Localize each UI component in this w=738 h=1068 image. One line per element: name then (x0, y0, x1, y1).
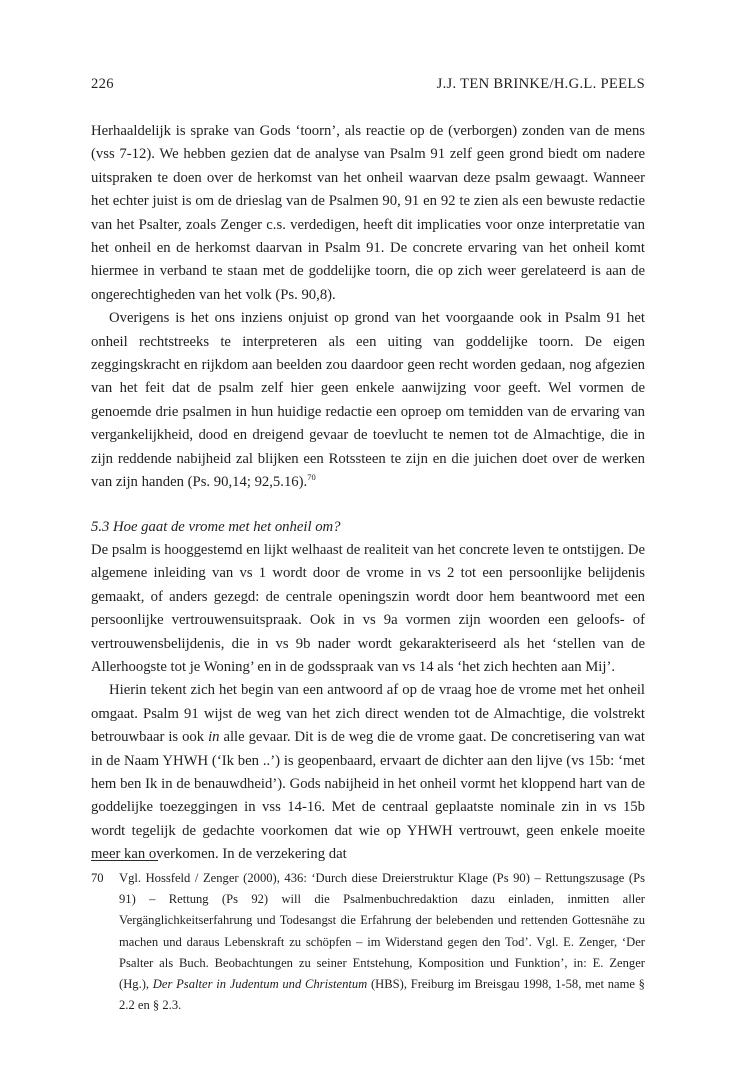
body-text (91, 120, 645, 867)
paragraph-2-text: Overigens is het ons inziens onjuist op grond van het voorgaande ook in Psalm 91 het onheil rechtstreeks te interpreteren als een uiting van goddelijke toorn. De eigen zeggingskracht en rijkdom aan beelden zou daardoor geen recht worden gedaan, nog afgezien van het feit dat de psalm zelf hier geen enkele aanwijzing voor geeft. Wel vormen de genoemde drie psalmen in hun huidige redactie een oproep om temidden van de ervaring van vergankelijkheid, dood en dreigend gevaar de toevlucht te nemen tot de Almachtige, die in zijn reddende nabijheid zal blijken een Rotssteen te zijn en die juichen doet over de werken van zijn handen (Ps. 90,14; 92,5.16). (91, 310, 645, 491)
footnote-70 (91, 868, 645, 1016)
footnote-book-title: Der Psalter in Judentum und Christentum (152, 977, 368, 992)
page-header (91, 76, 645, 93)
paragraph-4 (91, 679, 645, 866)
section-spacer (91, 495, 645, 516)
section-heading: 5.3 Hoe gaat de vrome met het onheil om? (91, 518, 341, 535)
footnote-text-a: Vgl. Hossfeld / Zenger (2000), 436: ‘Durch diese Dreierstruktur Klage (Ps 90) – Rettungszusage (Ps 91) – Rettung (Ps 92) will die Psalmenbuchredaktion dazu einladen, inmitten aller Vergänglichkeitserfahrung und Todesangst die Erfahrung der belebenden und rettenden Gottesnähe zu machen und daraus Lebenskraft zu schöpfen – im Widerstand gegen den Tod’. Vgl. E. Zenger, ‘Der Psalter als Buch. Beobachtungen zu seiner Entstehung, Komposition und Funktion’, in: E. Zenger (Hg.), (119, 871, 645, 992)
paragraph-3: De psalm is hooggestemd en lijkt welhaast de realiteit van het concrete leven te ontstijgen. De algemene inleiding van vs 1 wordt door de vrome in vs 2 tot een persoonlijke belijdenis gemaakt, of anders gezegd: de centrale openingszin wordt door hem beantwoord met een persoonlijke vertrouwensuitspraak. Ook in vs 9a vormen zijn woorden een geloofs- of vertrouwensbelijdenis, die in vs 9b nader wordt gekarakteriseerd als het ‘stellen van de Allerhoogste tot je Woning’ en in de godsspraak van vs 14 als ‘het zich hechten aan Mij’. (91, 541, 645, 675)
footnote-separator (91, 860, 158, 861)
paragraph-1: Herhaaldelijk is sprake van Gods ‘toorn’, als reactie op de (verborgen) zonden van de mens (vss 7-12). We hebben gezien dat de analyse van Psalm 91 zelf geen grond biedt om nadere uitspraken te doen over de herkomst van het onheil waarvan deze psalm gewaagt. Wanneer het echter juist is om de drieslag van de Psalmen 90, 91 en 92 te zien als een bewuste redactie van het Psalter, zoals Zenger c.s. verdedigen, heeft dit implicaties voor onze interpretatie van het onheil en de herkomst daarvan in Psalm 91. De concrete ervaring van het onheil komt hiermee in verband te staan met de goddelijke toorn, die op zich weer gerelateerd is aan de ongerechtigheden van het volk (Ps. 90,8). (91, 123, 645, 303)
footnote-text-b: (HBS), Freiburg im Breisgau 1998, 1-58, met name § 2.2 en § 2.3. (119, 977, 645, 1013)
paragraph-4-text-a: Hierin tekent zich het begin van een antwoord af op de vraag hoe de vrome met het onheil omgaat. Psalm 91 wijst de weg van het zich direct wenden tot de Almachtige, die volstrekt betrouwbaar is ook (91, 682, 645, 746)
paragraph-4-emphasis: in (208, 729, 220, 746)
footnote-number: 70 (91, 871, 104, 885)
running-head: J.J. TEN BRINKE/H.G.L. PEELS (436, 76, 645, 92)
footnote-text (119, 868, 645, 1016)
footnote-reference[interactable]: 70 (307, 472, 316, 483)
paragraph-2 (91, 307, 645, 494)
page-number: 226 (91, 76, 114, 92)
paragraph-4-text-b: alle gevaar. Dit is de weg die de vrome gaat. De concretisering van wat in de Naam YHWH (‘Ik ben ..’) is geopenbaard, ervaart de dichter aan den lijve (vs 15b: ‘met hem ben Ik in de benauwdheid’). Gods nabijheid in het onheil vormt het kloppend hart van de goddelijke toezeggingen in vss 14-16. Met de centraal geplaatste nominale zin in vs 15b wordt tegelijk de gedachte voorkomen dat wie op YHWH vertrouwt, geen enkele moeite meer kan overkomen. In de verzekering dat (91, 729, 645, 863)
